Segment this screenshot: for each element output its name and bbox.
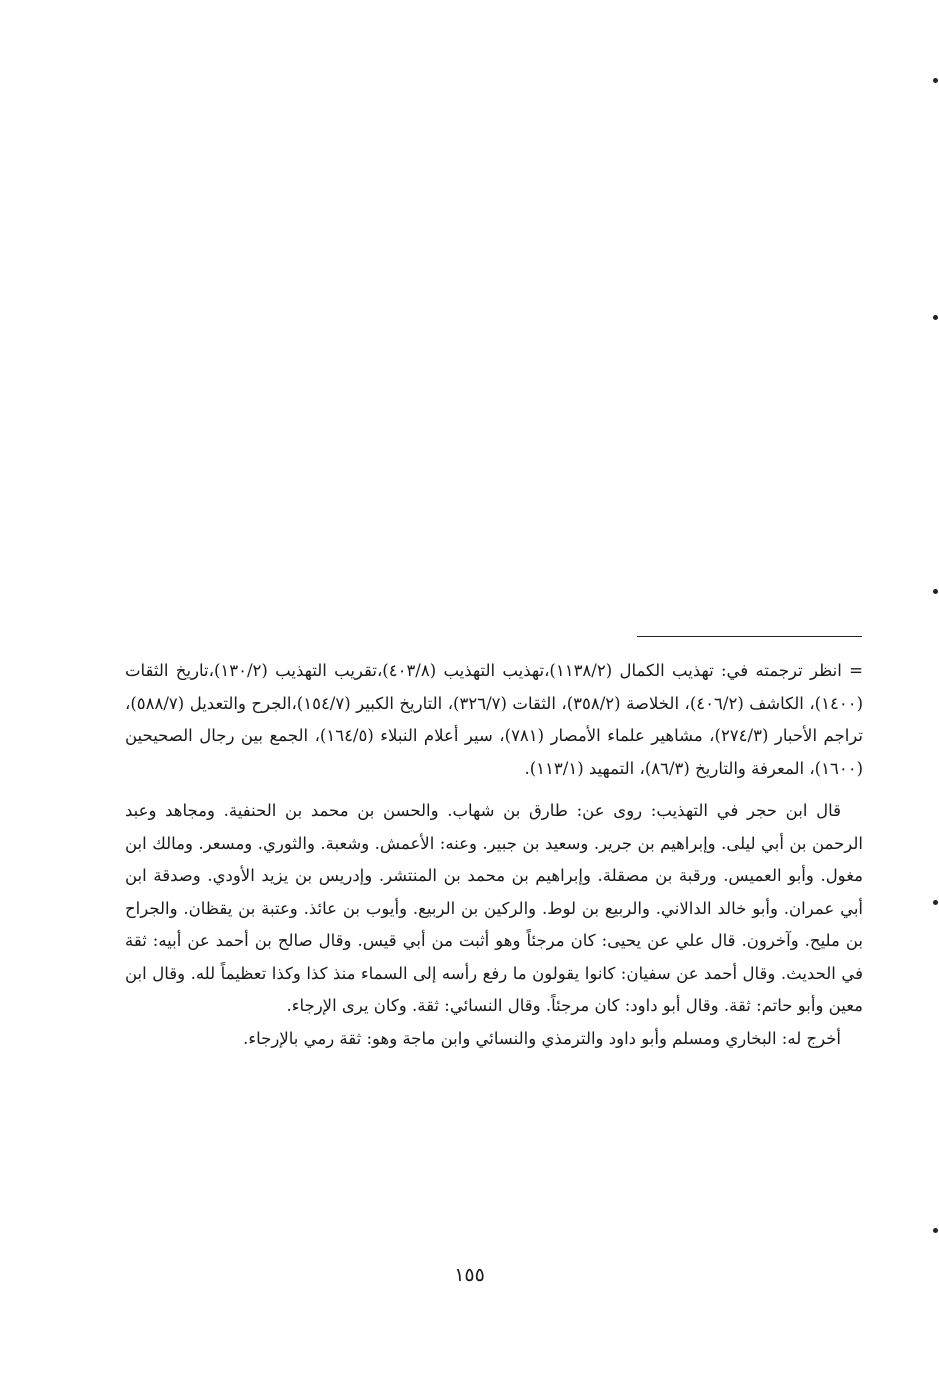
margin-dot [933,78,938,83]
footnote-ibn-hajar: قال ابن حجر في التهذيب: روى عن: طارق بن شهاب. والحسن بن محمد بن الحنفية. ومجاهد وعبد الرحمن بن أبي ليلى. وإبراهيم بن جرير. وسعيد بن جبير. وعنه: الأعمش. وشعبة. والثوري. ومسعر. ومالك ابن مغول. وأبو العميس. ورقبة بن مصقلة. وإبراهيم بن محمد بن المنتشر. وإدريس بن يزيد الأودي. وصدقة ابن أبي عمران. وأبو خالد الدالاني. والربيع بن لوط. والركين بن الربيع. وأيوب بن عائذ. وعتبة بن يقظان. والجراح بن مليح. وآخرون. قال علي عن يحيى: كان مرجئاً وهو أثبت من أبي قيس. وقال صالح بن أحمد عن أبيه: ثقة في الحديث. وقال أحمد عن سفيان: كانوا يقولون ما رفع رأسه إلى السماء منذ كذا وكذا تعظيماً لله. وقال ابن معين وأبو حاتم: ثقة. وقال أبو داود: كان مرجئاً. وقال النسائي: ثقة. وكان يرى الإرجاء. [125,801,863,1015]
footnote-takhrij: أخرج له: البخاري ومسلم وأبو داود والترمذي والنسائي وابن ماجة وهو: ثقة رمي بالإرجاء. [243,1028,841,1048]
page-number: ١٥٥ [454,1264,485,1286]
margin-dot [933,900,938,905]
footnotes-block [125,655,863,1055]
footnote-separator [637,636,862,637]
footnote-references: = انظر ترجمته في: تهذيب الكمال (١١٣٨/٢)،تهذيب التهذيب (٤٠٣/٨)،تقريب التهذيب (١٣٠/٢)،تاريخ الثقات (١٤٠٠)، الكاشف (٤٠٦/٢)، الخلاصة (٣٥٨/٢)، الثقات (٣٢٦/٧)، التاريخ الكبير (١٥٤/٧)،الجرح والتعديل (٥٨٨/٧)، تراجم الأحبار (٢٧٤/٣)، مشاهير علماء الأمصار (٧٨١)، سير أعلام النبلاء (١٦٤/٥)، الجمع بين رجال الصحيحين (١٦٠٠)، المعرفة والتاريخ (٨٦/٣)، التمهيد (١١٣/١). [125,661,864,778]
margin-dot [933,1228,938,1233]
margin-dot [933,315,938,320]
margin-dot [933,589,938,594]
